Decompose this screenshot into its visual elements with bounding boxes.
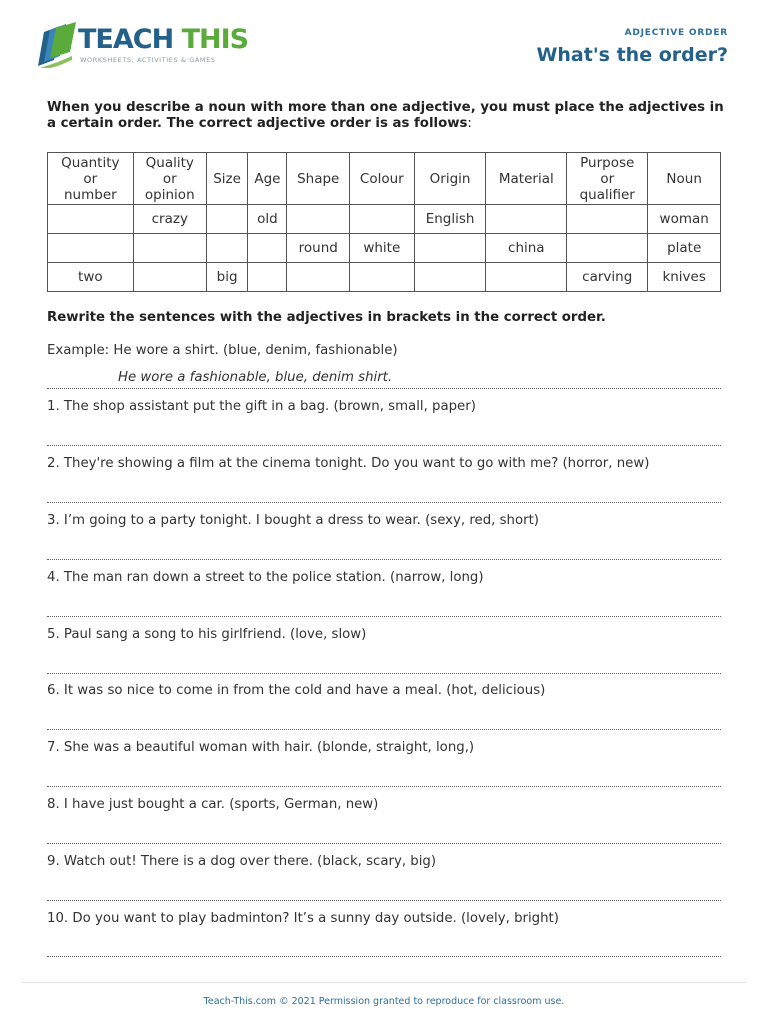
question-8: 8. I have just bought a car. (sports, German, new) (47, 797, 379, 812)
teach-this-logo (36, 22, 249, 70)
question-1: 1. The shop assistant put the gift in a bag. (brown, small, paper) (47, 399, 476, 414)
answer-line[interactable] (47, 436, 721, 446)
table-cell (349, 263, 414, 292)
header-cell: Quantity or number (48, 153, 134, 205)
page-header (0, 0, 768, 84)
header-cell: Age (248, 153, 287, 205)
table-cell: china (486, 234, 567, 263)
answer-line[interactable] (47, 834, 721, 844)
table-cell (133, 234, 206, 263)
instructions: Rewrite the sentences with the adjectives in brackets in the correct order. (47, 310, 606, 325)
question-2: 2. They're showing a film at the cinema tonight. Do you want to go with me? (horror, new) (47, 456, 650, 471)
table-cell (486, 205, 567, 234)
table-cell (248, 263, 287, 292)
logo-teach: TEACH (78, 24, 174, 55)
table-cell (287, 205, 349, 234)
table-row (48, 234, 721, 263)
table-cell (567, 234, 648, 263)
question-7: 7. She was a beautiful woman with hair. (blonde, straight, long,) (47, 740, 475, 755)
table-cell (486, 263, 567, 292)
answer-line[interactable] (47, 607, 721, 617)
answer-line[interactable] (47, 777, 721, 787)
table-cell: English (414, 205, 486, 234)
table-cell (567, 205, 648, 234)
table-cell: crazy (133, 205, 206, 234)
table-cell: white (349, 234, 414, 263)
logo-tagline: WORKSHEETS, ACTIVITIES & GAMES (80, 56, 216, 64)
table-cell: carving (567, 263, 648, 292)
table-cell: knives (648, 263, 721, 292)
header-cell: Shape (287, 153, 349, 205)
table-cell: round (287, 234, 349, 263)
question-4: 4. The man ran down a street to the police station. (narrow, long) (47, 570, 484, 585)
question-5: 5. Paul sang a song to his girlfriend. (love, slow) (47, 627, 367, 642)
table-cell: two (48, 263, 134, 292)
question-6: 6. It was so nice to come in from the cold and have a meal. (hot, delicious) (47, 683, 546, 698)
header-cell: Origin (414, 153, 486, 205)
intro-paragraph (47, 100, 737, 132)
worksheet-title: What's the order? (536, 44, 728, 66)
table-cell (48, 205, 134, 234)
question-10: 10. Do you want to play badminton? It’s a sunny day outside. (lovely, bright) (47, 911, 559, 926)
header-cell: Colour (349, 153, 414, 205)
header-cell: Noun (648, 153, 721, 205)
adjective-order-table (47, 152, 721, 292)
table-cell (414, 234, 486, 263)
table-cell (287, 263, 349, 292)
table-cell (48, 234, 134, 263)
question-9: 9. Watch out! There is a dog over there. (black, scary, big) (47, 854, 437, 869)
answer-line[interactable] (47, 550, 721, 560)
example-prompt: Example: He wore a shirt. (blue, denim, fashionable) (47, 343, 398, 358)
table-cell (248, 234, 287, 263)
table-cell: plate (648, 234, 721, 263)
intro-text: When you describe a noun with more than one adjective, you must place the adjectives in a certain order. The correct adjective order is as follows (47, 100, 724, 131)
table-row (48, 205, 721, 234)
answer-line[interactable] (47, 720, 721, 730)
footer-copyright: Teach-This.com © 2021 Permission granted to reproduce for classroom use. (203, 996, 565, 1007)
table-cell: old (248, 205, 287, 234)
answer-line[interactable] (47, 493, 721, 503)
header-cell: Material (486, 153, 567, 205)
header-cell: Size (206, 153, 247, 205)
table-cell (133, 263, 206, 292)
answer-line[interactable] (47, 664, 721, 674)
table-cell: woman (648, 205, 721, 234)
table-cell (206, 234, 247, 263)
question-3: 3. I’m going to a party tonight. I bought a dress to wear. (sexy, red, short) (47, 513, 539, 528)
logo-this: THIS (181, 24, 249, 55)
table-cell: big (206, 263, 247, 292)
table-row (48, 263, 721, 292)
table-cell (206, 205, 247, 234)
footer-divider (22, 982, 746, 983)
header-cell: Quality or opinion (133, 153, 206, 205)
header-cell: Purpose or qualifier (567, 153, 648, 205)
worksheet-category: ADJECTIVE ORDER (624, 28, 728, 38)
answer-line[interactable] (47, 947, 721, 957)
example-answer: He wore a fashionable, blue, denim shirt. (118, 370, 393, 385)
book-logo-icon (36, 22, 80, 68)
table-cell (414, 263, 486, 292)
table-header-row (48, 153, 721, 205)
table-cell (349, 205, 414, 234)
logo-wordmark (78, 24, 248, 56)
answer-line[interactable] (47, 891, 721, 901)
intro-colon: : (467, 116, 472, 131)
